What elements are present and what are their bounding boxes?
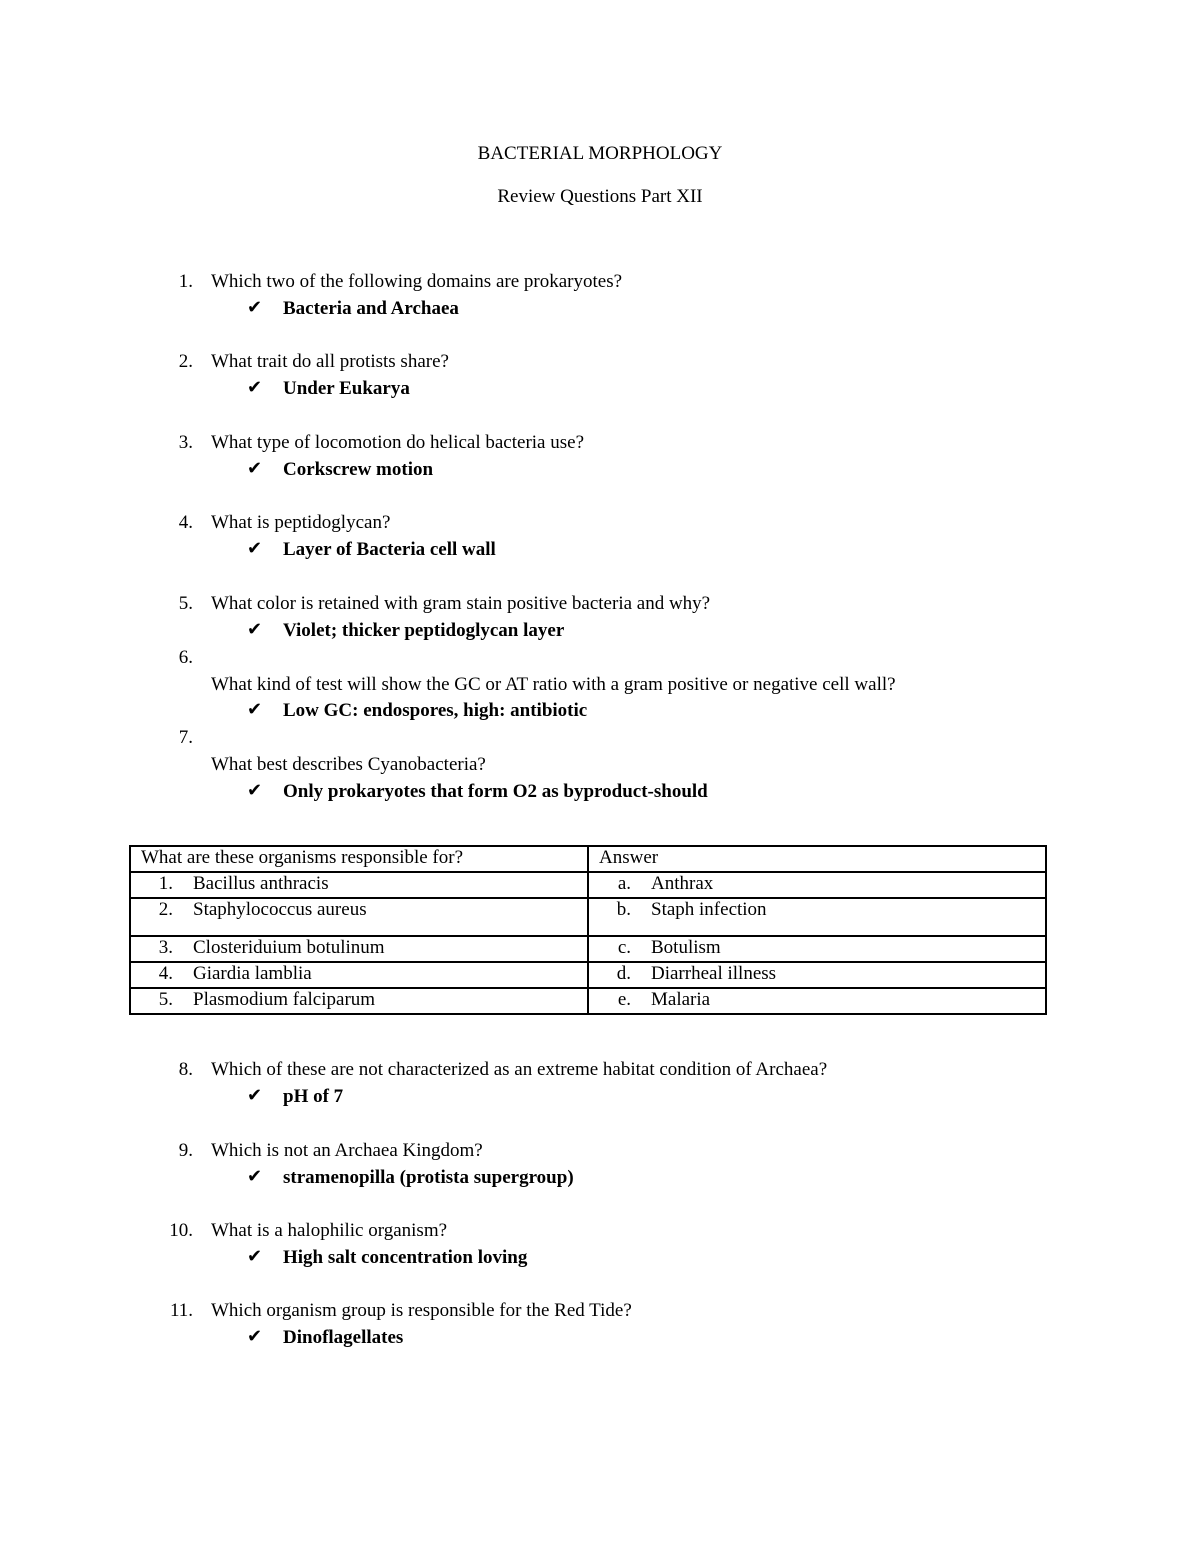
table-header: What are these organisms responsible for? [130,846,588,872]
checkmark-icon: ✔ [247,377,263,398]
checkmark-icon: ✔ [247,699,263,720]
table-row [130,988,1046,1014]
organism-cell: 1. Bacillus anthracis [130,872,588,898]
checkmark-icon: ✔ [247,780,263,801]
question-text: Which is not an Archaea Kingdom? [211,1140,483,1161]
table-row [130,872,1046,898]
answer-text: Low GC: endospores, high: antibiotic [283,700,588,721]
checkmark-icon: ✔ [247,538,263,559]
answer-text: Layer of Bacteria cell wall [283,539,496,560]
question-number: 8. [178,1059,193,1080]
checkmark-icon: ✔ [247,619,263,640]
answer-cell: d. Diarrheal illness [588,962,1046,988]
question-text: What is a halophilic organism? [211,1220,448,1241]
page-subtitle: Review Questions Part XII [497,186,703,207]
question-number: 5. [178,593,193,614]
organisms-table [129,845,1047,1015]
question-text: What is peptidoglycan? [211,512,391,533]
checkmark-icon: ✔ [247,1085,263,1106]
answer-text: stramenopilla (protista supergroup) [283,1167,574,1188]
question-number: 3. [178,432,193,453]
answer-text: Only prokaryotes that form O2 as byproduct-should [283,781,708,802]
question-number: 4. [178,512,193,533]
checkmark-icon: ✔ [247,297,263,318]
question-number: 7. [178,727,193,748]
answer-cell: c. Botulism [588,936,1046,962]
question-text: What trait do all protists share? [211,351,449,372]
answer-cell: e. Malaria [588,988,1046,1014]
table-header-row [130,846,1046,872]
question-text: What kind of test will show the GC or AT ratio with a gram positive or negative cell wall? [211,674,896,695]
answer-cell: a. Anthrax [588,872,1046,898]
answer-text: Corkscrew motion [283,459,434,480]
page-title: BACTERIAL MORPHOLOGY [477,143,723,164]
question-text: Which two of the following domains are prokaryotes? [211,271,623,292]
question-number: 6. [178,647,193,668]
question-number: 11. [169,1300,193,1321]
answer-text: Bacteria and Archaea [283,298,459,319]
question-text: What best describes Cyanobacteria? [211,754,486,775]
answer-text: High salt concentration loving [283,1247,528,1268]
organism-cell: 3. Closteriduium botulinum [130,936,588,962]
organism-cell: 5. Plasmodium falciparum [130,988,588,1014]
question-text: Which of these are not characterized as an extreme habitat condition of Archaea? [211,1059,828,1080]
table-header: Answer [588,846,1046,872]
checkmark-icon: ✔ [247,458,263,479]
question-text: Which organism group is responsible for the Red Tide? [211,1300,632,1321]
answer-text: pH of 7 [283,1086,344,1107]
organism-cell: 2. Staphylococcus aureus [130,898,588,936]
table-row [130,898,1046,936]
checkmark-icon: ✔ [247,1246,263,1267]
answer-text: Under Eukarya [283,378,410,399]
question-number: 2. [178,351,193,372]
question-number: 9. [178,1140,193,1161]
answer-cell: b. Staph infection [588,898,1046,936]
question-number: 10. [169,1220,193,1241]
answer-text: Dinoflagellates [283,1327,404,1348]
checkmark-icon: ✔ [247,1166,263,1187]
question-text: What color is retained with gram stain positive bacteria and why? [211,593,711,614]
checkmark-icon: ✔ [247,1326,263,1347]
question-number: 1. [178,271,193,292]
question-text: What type of locomotion do helical bacteria use? [211,432,584,453]
organism-cell: 4. Giardia lamblia [130,962,588,988]
answer-text: Violet; thicker peptidoglycan layer [283,620,565,641]
table-row [130,962,1046,988]
table-row [130,936,1046,962]
